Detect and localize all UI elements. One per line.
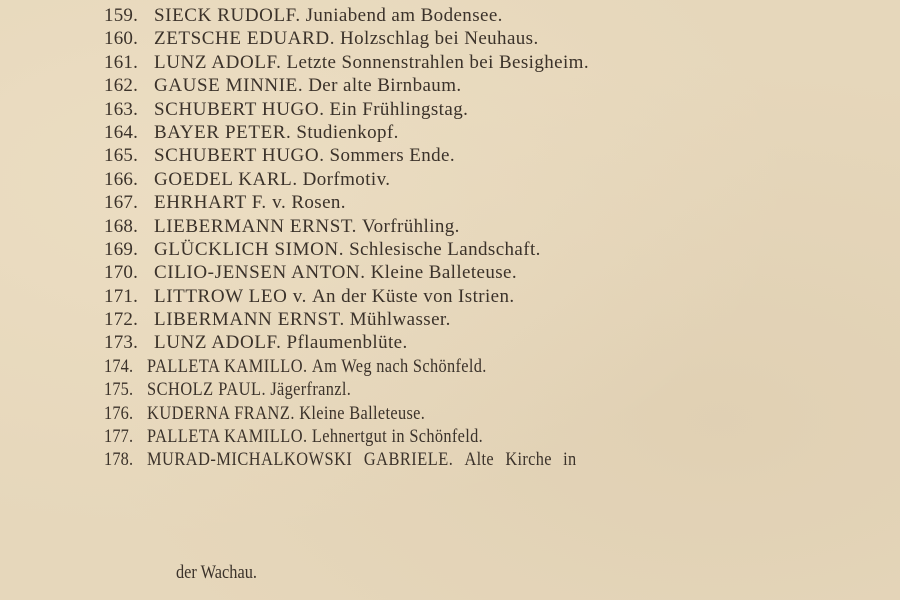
entry-title: Lehnertgut in Schönfeld. [311,426,484,448]
entry-number: 159. [104,5,139,26]
entry-artist: LUNZ ADOLF. [154,332,282,354]
entry-title: Jägerfranzl. [270,379,352,401]
catalog-entry-178-continuation: der Wachau. [176,562,257,583]
catalog-entry-161 [104,51,824,74]
entry-artist: SCHOLZ PAUL. [147,379,267,401]
catalog-entry-172 [104,308,824,331]
entry-artist: PALLETA KAMILLO. [147,426,308,448]
catalog-entry-169 [104,238,824,261]
entry-artist: LUNZ ADOLF. [154,51,282,73]
catalog-entry-175 [104,378,824,401]
catalog-entry-165 [104,144,824,167]
catalog-entry-166 [104,168,824,191]
catalog-entry-168 [104,215,824,238]
entry-artist: GAUSE MINNIE. [154,75,304,97]
entry-number: 167. [104,192,139,214]
entry-title: Sommers Ende. [329,145,456,167]
entry-title: Dorfmotiv. [302,168,391,190]
entry-title: Kleine Balleteuse. [370,262,518,284]
entry-title: Letzte Sonnenstrahlen bei Besigheim. [286,51,589,73]
entry-title: Studienkopf. [296,121,399,143]
entry-title: Schlesische Landschaft. [349,238,541,260]
entry-artist: GLÜCKLICH SIMON. [154,238,345,260]
entry-title: Rosen. [291,192,346,214]
catalog-entry-159 [104,4,824,27]
entry-title: Ein Frühlingstag. [329,98,469,120]
entry-number: 162. [104,75,139,97]
catalog-entry-176 [104,402,824,425]
catalog-entry-160 [104,27,824,50]
entry-artist: SIECK RUDOLF. [154,5,301,26]
entry-artist: MURAD-MICHALKOWSKI GABRIELE. [147,449,454,471]
catalog-entry-178 [104,448,824,471]
entry-artist: GOEDEL KARL. [154,168,298,190]
entry-artist: BAYER PETER. [154,121,292,143]
catalog-entry-173 [104,331,824,354]
entry-number: 175. [104,379,134,401]
entry-number: 172. [104,309,139,331]
entry-title: Alte Kirche in [464,449,577,471]
entry-number: 171. [104,285,139,307]
entry-artist: CILIO-JENSEN ANTON. [154,262,366,284]
entry-number: 176. [104,402,134,424]
catalog-entry-164 [104,121,824,144]
catalog-page [104,4,824,472]
catalog-entry-167 [104,191,824,214]
entry-number: 178. [104,449,134,471]
entry-number: 165. [104,145,139,167]
entry-title: Pflaumenblüte. [286,332,408,354]
catalog-entry-171 [104,285,824,308]
entry-title: Holzschlag bei Neuhaus. [340,28,539,50]
entry-artist: SCHUBERT HUGO. [154,145,325,167]
entry-artist: PALLETA KAMILLO. [147,355,308,377]
entry-artist: LITTROW LEO v. [154,285,307,307]
catalog-entry-163 [104,98,824,121]
entry-number: 161. [104,51,139,73]
catalog-entry-177 [104,425,824,448]
entry-title: Am Weg nach Schönfeld. [311,355,487,377]
entry-artist: SCHUBERT HUGO. [154,98,325,120]
entry-number: 169. [104,238,139,260]
entry-number: 177. [104,426,134,448]
entry-number: 163. [104,98,139,120]
entry-number: 166. [104,168,139,190]
catalog-entry-162 [104,74,824,97]
entry-title: Der alte Birnbaum. [308,75,462,97]
entry-title: Mühlwasser. [349,309,451,331]
entry-artist: LIEBERMANN ERNST. [154,215,358,237]
entry-artist: EHRHART F. v. [154,192,287,214]
entry-number: 170. [104,262,139,284]
catalog-entry-170 [104,261,824,284]
entry-artist: LIBERMANN ERNST. [154,309,345,331]
entry-number: 174. [104,355,134,377]
entry-number: 168. [104,215,139,237]
entry-title: Juniabend am Bodensee. [305,5,503,26]
catalog-entry-174 [104,355,824,378]
entry-number: 164. [104,121,139,143]
entry-title: An der Küste von Istrien. [311,285,515,307]
entry-title: Kleine Balleteuse. [299,402,426,424]
entry-artist: KUDERNA FRANZ. [147,402,295,424]
entry-artist: ZETSCHE EDUARD. [154,28,336,50]
entry-title: Vorfrühling. [361,215,460,237]
entry-number: 160. [104,28,139,50]
entry-number: 173. [104,332,139,354]
